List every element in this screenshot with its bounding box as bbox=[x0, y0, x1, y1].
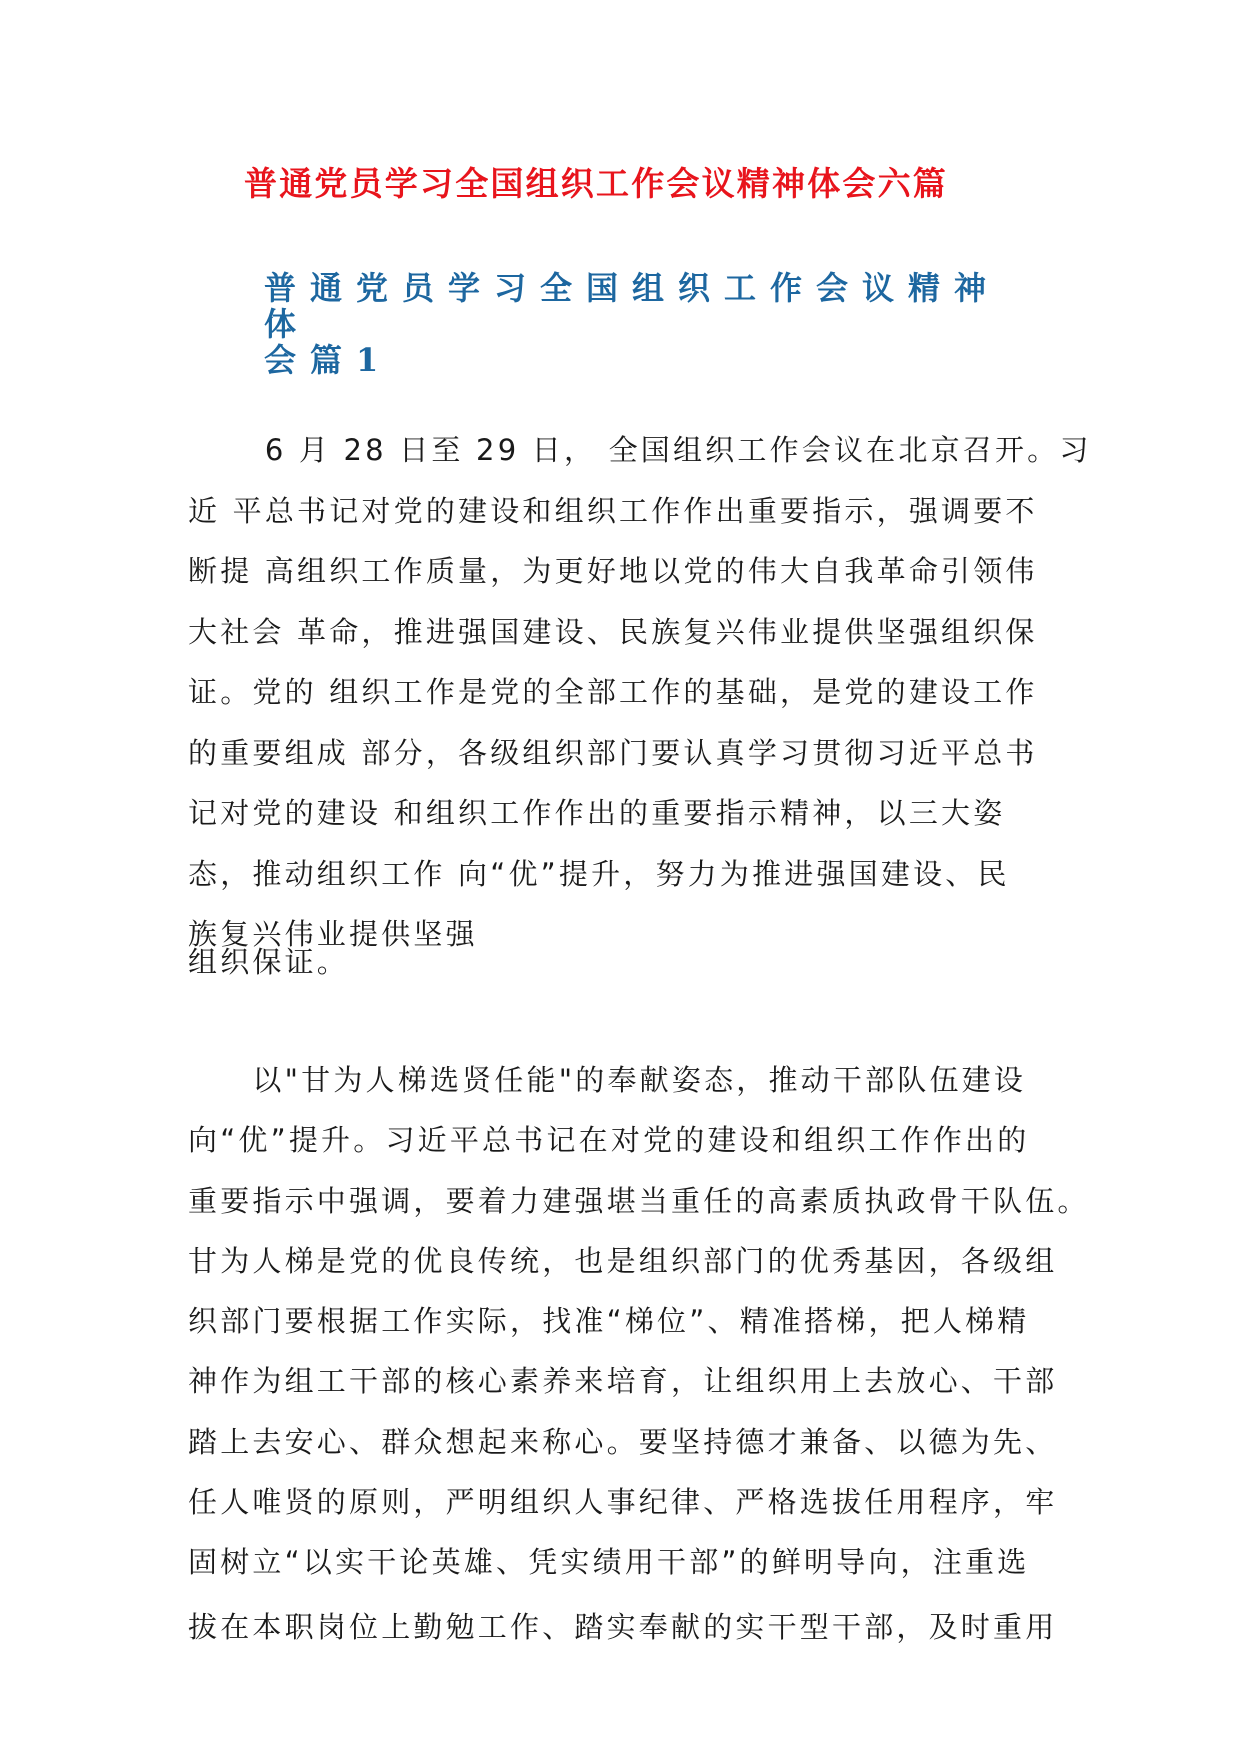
paragraph-line: 以"甘为人梯选贤任能"的奉献姿态，推动干部队伍建设 bbox=[188, 1063, 1027, 1097]
section-heading-line: 普通党员学习全国组织工作会议精神体 bbox=[264, 269, 1001, 343]
paragraph-line: 断提 高组织工作质量，为更好地以党的伟大自我革命引领伟 bbox=[188, 554, 1038, 588]
paragraph-line: 重要指示中强调，要着力建强堪当重任的高素质执政骨干队伍。 bbox=[188, 1183, 1090, 1218]
paragraph-line: 6 月 28 日至 29 日， 全国组织工作会议在北京召开。习 bbox=[188, 433, 1092, 467]
paragraph-line: 拔在本职岗位上勤勉工作、踏实奉献的实干型干部，及时重用 bbox=[188, 1609, 1058, 1644]
paragraph-line: 近 平总书记对党的建设和组织工作作出重要指示，强调要不 bbox=[188, 493, 1038, 528]
paragraph-line: 甘为人梯是党的优良传统，也是组织部门的优秀基因，各级组 bbox=[188, 1243, 1058, 1278]
paragraph-line: 证。党的 组织工作是党的全部工作的基础，是党的建设工作 bbox=[188, 675, 1038, 709]
paragraph-line: 族复兴伟业提供坚强 bbox=[188, 917, 478, 951]
section-heading bbox=[264, 270, 1044, 378]
paragraph-line: 态，推动组织工作 向“优”提升，努力为推进强国建设、民 bbox=[188, 856, 1010, 891]
paragraph-line: 织部门要根据工作实际，找准“梯位”、精准搭梯，把人梯精 bbox=[188, 1304, 1030, 1339]
paragraph-intro bbox=[188, 420, 1092, 965]
paragraph-line: 向“优”提升。习近平总书记在对党的建设和组织工作作出的 bbox=[188, 1123, 1030, 1158]
paragraph-line: 记对党的建设 和组织工作作出的重要指示精神，以三大姿 bbox=[188, 796, 1006, 830]
paragraph-line: 踏上去安心、群众想起来称心。要坚持德才兼备、以德为先、 bbox=[188, 1424, 1058, 1459]
section-heading-line: 会篇1 bbox=[264, 341, 393, 379]
paragraph-line: 神作为组工干部的核心素养来培育，让组织用上去放心、干部 bbox=[188, 1364, 1058, 1399]
paragraph-continuation bbox=[188, 932, 1068, 993]
paragraph-line: 任人唯贤的原则，严明组织人事纪律、严格选拔任用程序，牢 bbox=[188, 1485, 1058, 1520]
paragraph-cadres bbox=[188, 1050, 1090, 1657]
document-title: 普通党员学习全国组织工作会议精神体会六篇 bbox=[244, 164, 948, 203]
paragraph-line: 的重要组成 部分，各级组织部门要认真学习贯彻习近平总书 bbox=[188, 735, 1038, 770]
paragraph-line: 大社会 革命，推进强国建设、民族复兴伟业提供坚强组织保 bbox=[188, 614, 1038, 649]
paragraph-line: 组织保证。 bbox=[188, 945, 350, 979]
paragraph-line: 固树立“以实干论英雄、凭实绩用干部”的鲜明导向，注重选 bbox=[188, 1545, 1030, 1580]
